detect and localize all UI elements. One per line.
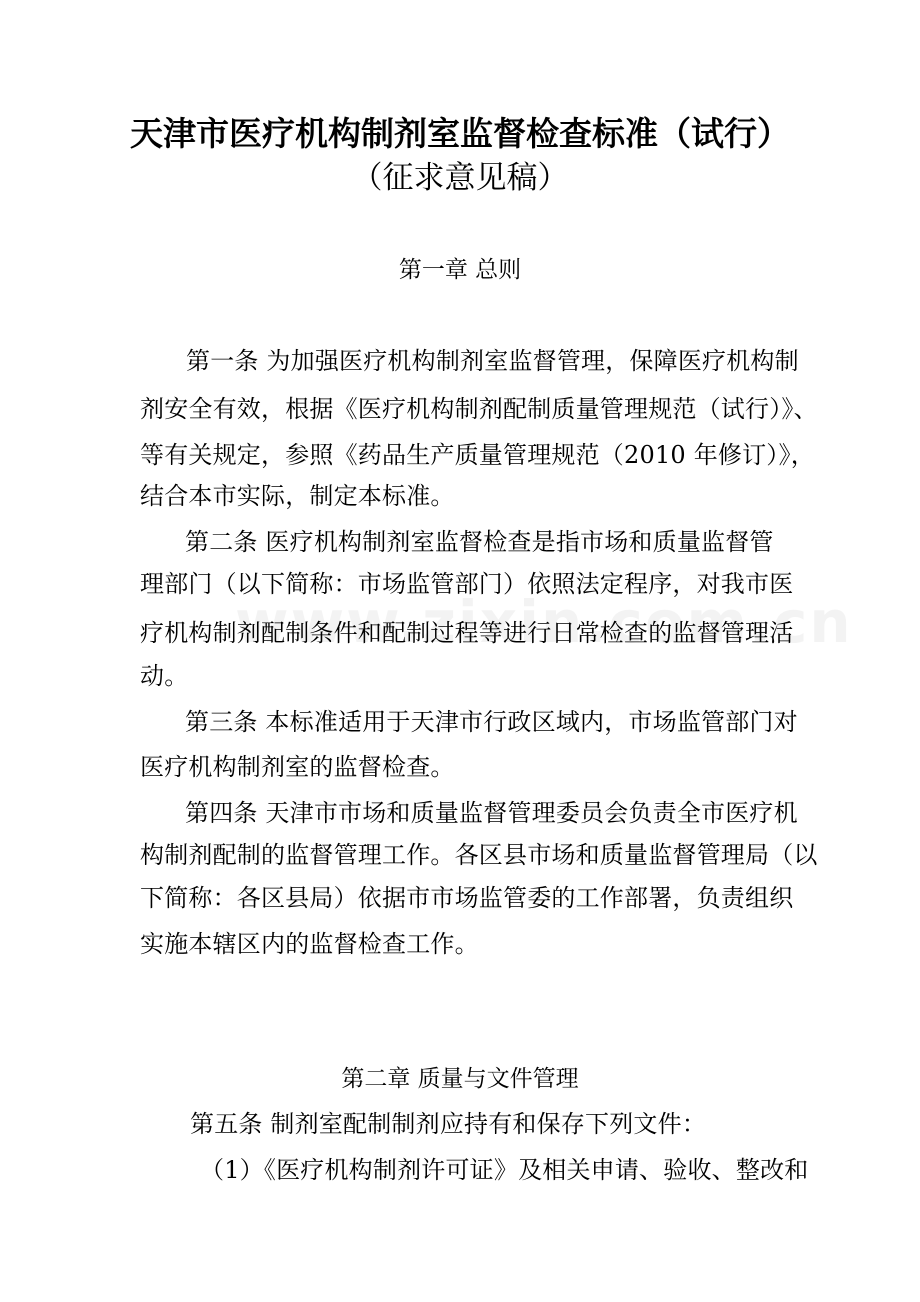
paragraph-line: 等有关规定，参照《药品生产质量管理规范（2010 年修订）》， <box>140 441 815 469</box>
document-subtitle: （征求意见稿） <box>351 160 569 196</box>
paragraph-line: 理部门（以下简称：市场监管部门）依照法定程序，对我市医 <box>140 570 794 598</box>
document-title: 天津市医疗机构制剂室监督检查标准（试行） <box>130 114 790 153</box>
paragraph-line: 下简称：各区县局）依据市市场监管委的工作部署，负责组织 <box>140 884 794 912</box>
paragraph-line: 第一条 为加强医疗机构制剂室监督管理，保障医疗机构制 <box>186 347 799 375</box>
chapter-heading-1: 第一章 总则 <box>398 257 522 283</box>
paragraph-line: 疗机构制剂配制条件和配制过程等进行日常检查的监督管理活 <box>140 619 794 647</box>
paragraph-line: 剂安全有效，根据《医疗机构制剂配制质量管理规范（试行）》、 <box>140 395 818 423</box>
paragraph-line: 第三条 本标准适用于天津市行政区域内，市场监管部门对 <box>185 708 798 736</box>
paragraph-line: 第四条 天津市市场和质量监督管理委员会负责全市医疗机 <box>185 799 798 827</box>
paragraph-line: 结合本市实际，制定本标准。 <box>140 482 455 510</box>
chapter-heading-2: 第二章 质量与文件管理 <box>341 1066 579 1092</box>
paragraph-line: 第二条 医疗机构制剂室监督检查是指市场和质量监督管 <box>185 528 774 556</box>
paragraph-line: 第五条 制剂室配制制剂应持有和保存下列文件： <box>190 1110 707 1138</box>
paragraph-line: 医疗机构制剂室的监督检查。 <box>140 753 455 781</box>
paragraph-line: 实施本辖区内的监督检查工作。 <box>140 930 479 958</box>
paragraph-line: 构制剂配制的监督管理工作。各区县市场和质量监督管理局（以 <box>140 841 818 869</box>
paragraph-line: 动。 <box>140 662 189 690</box>
paragraph-line: （1）《医疗机构制剂许可证》及相关申请、验收、整改和 <box>200 1156 809 1184</box>
